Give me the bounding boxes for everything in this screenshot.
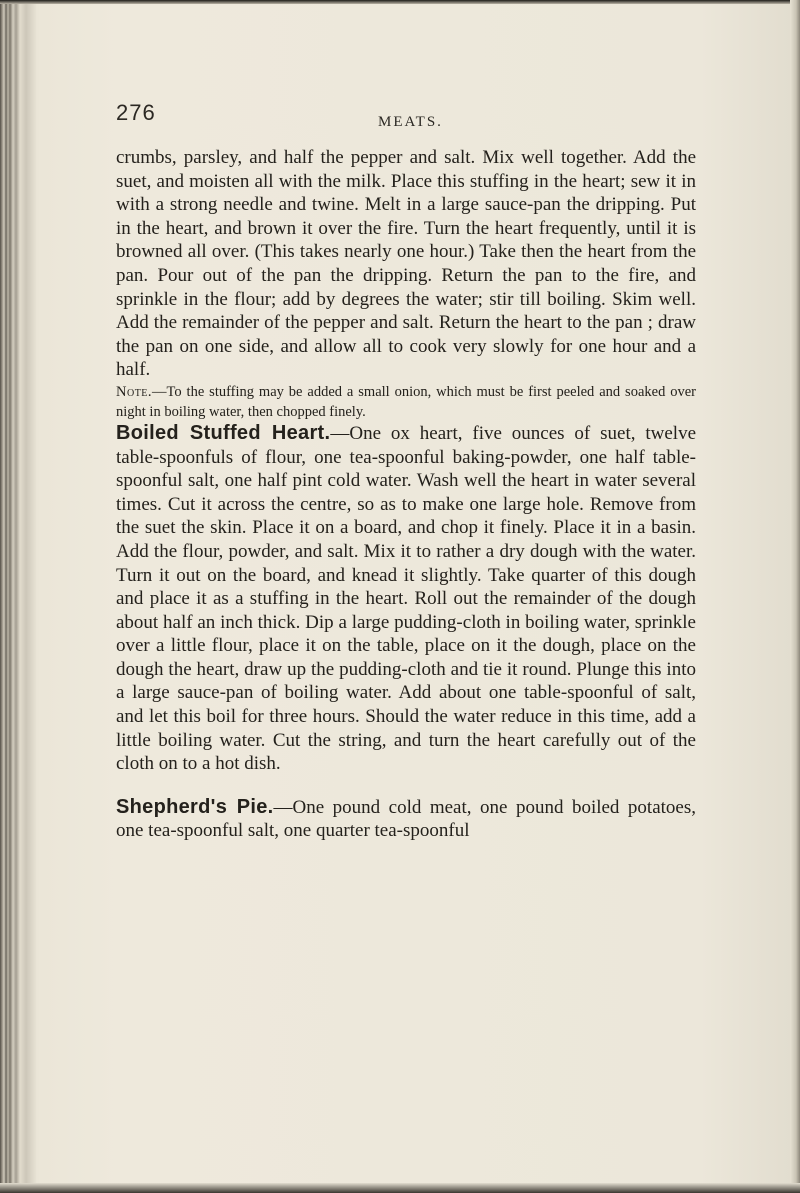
note-text: —To the stuffing may be added a small onion, which must be first peeled and soaked over night in boiling water, then chopped finely.	[116, 383, 696, 420]
note-paragraph	[116, 382, 696, 422]
book-binding-edge	[0, 0, 36, 1193]
running-head: MEATS.	[378, 114, 443, 130]
recipe-text: —One pound cold meat, one pound boiled potatoes, one tea-spoonful salt, one quarter tea-spoonful	[116, 796, 696, 842]
page-content	[116, 146, 696, 843]
note-label: Note.	[116, 383, 153, 400]
recipe-title: Shepherd's Pie.	[116, 795, 274, 818]
page-top-edge	[0, 0, 800, 4]
recipe-text: —One ox heart, five ounces of suet, twelve table-spoonfuls of flour, one tea-spoonful baking-powder, one half table-spoonful salt, one half pint cold water. Wash well the heart in water several times. Cut it across the centre, so as to make one large hole. Remove from the suet the skin. Place it on a board, and chop it finely. Place it in a basin. Add the flour, powder, and salt. Mix it to rather a dry dough with the water. Turn it out on the board, and knead it slightly. Take quarter of this dough and place it as a stuffing in the heart. Roll out the remainder of the dough about half an inch thick. Dip a large pudding-cloth in boiling water, sprinkle over a little flour, place it on the table, place on it the dough, place on the dough the heart, draw up the pudding-cloth and tie it round. Plunge this into a large sauce-pan of boiling water. Add about one table-spoonful of salt, and let this boil for three hours. Should the water reduce in this time, add a little boiling water. Cut the string, and turn the heart carefully out of the cloth on to a hot dish.	[116, 422, 697, 775]
page-right-edge	[790, 0, 800, 1193]
page-number: 276	[116, 100, 156, 125]
recipe-boiled-stuffed-heart	[116, 422, 696, 776]
page-bottom-edge	[0, 1183, 800, 1193]
continued-paragraph: crumbs, parsley, and half the pepper and salt. Mix well together. Add the suet, and moisten all with the milk. Place this stuffing in the heart; sew it in with a strong needle and twine. Melt in a large sauce-pan the dripping. Put in the heart, and brown it over the fire. Turn the heart frequently, until it is browned all over. (This takes nearly one hour.) Take then the heart from the pan. Pour out of the pan the dripping. Return the pan to the fire, and sprinkle in the flour; add by degrees the water; stir till boiling. Skim well. Add the remainder of the pepper and salt. Return the heart to the pan ; draw the pan on one side, and allow all to cook very slowly for one hour and a half.	[116, 147, 696, 381]
recipe-title: Boiled Stuffed Heart.	[116, 421, 331, 444]
recipe-shepherds-pie	[116, 796, 696, 843]
